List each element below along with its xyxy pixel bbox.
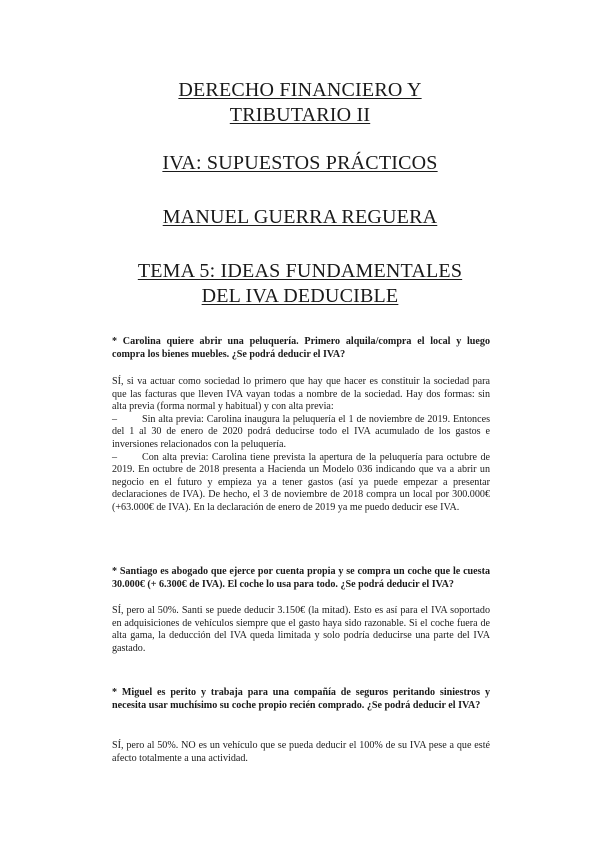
case-2-answer [112,605,490,655]
question-text: * Santiago es abogado que ejerce por cuenta propia y se compra un coche que le cuesta 30.000€ (+ 6.300€ de IVA). El coche lo usa para todo. ¿Se podrá deducir el IVA? [112,566,490,590]
course-title [0,78,600,128]
case-3-answer [112,740,490,765]
case-1-question [112,336,490,361]
course-title-line-2: TRIBUTARIO II [229,104,371,126]
answer-text: SÍ, pero al 50%. Santi se puede deducir 3.150€ (la mitad). Esto es así para el IVA soportado en adquisiciones de vehículos siempre que el gasto haya sido razonable. Si el coche fuera de alta gama, la deducción del IVA queda limitada y solo podría deducirse una parte del IVA gastado. [112,605,490,654]
question-text: * Miguel es perito y trabaja para una compañía de seguros peritando siniestros y necesita usar muchísimo su coche propio recién comprado. ¿Se podrá deducir el IVA? [112,687,490,711]
course-title-line-1: DERECHO FINANCIERO Y [178,79,422,101]
author-name: MANUEL GUERRA REGUERA [162,206,438,228]
bullet-dash: – [112,451,118,463]
case-2-question [112,566,490,591]
document-subtitle: IVA: SUPUESTOS PRÁCTICOS [162,152,438,174]
bullet-text: Sin alta previa: Carolina inaugura la peluquería el 1 de noviembre de 2019. Entonces del 1 al 30 de enero de 2020 podrá deducirse todo el IVA acumulado de los gastos e inversiones relacionados con la peluquería. [112,413,490,450]
answer-bullet [112,414,490,452]
topic-title-line-1: TEMA 5: IDEAS FUNDAMENTALES [137,260,463,282]
answer-text: SÍ, pero al 50%. NO es un vehículo que se pueda deducir el 100% de su IVA pese a que esté afecto totalmente a una actividad. [112,740,490,764]
question-text: * Carolina quiere abrir una peluquería. Primero alquila/compra el local y luego compra los bienes muebles. ¿Se podrá deducir el IVA? [112,336,490,360]
case-3-question [112,687,490,712]
topic-title [0,259,600,309]
case-1-answer [112,376,490,515]
bullet-dash: – [112,413,118,425]
topic-title-line-2: DEL IVA DEDUCIBLE [201,285,399,307]
answer-bullet [112,452,490,515]
answer-intro: SÍ, si va actuar como sociedad lo primero que hay que hacer es constituir la sociedad para que las facturas que lleven IVA vayan todas a nombre de la sociedad. Hay dos formas: sin alta previa (forma normal y habitual) y con alta previa: [112,376,490,413]
bullet-text: Con alta previa: Carolina tiene prevista la apertura de la peluquería para octubre de 2019. En octubre de 2018 presenta a Hacienda un Modelo 036 indicando que va a abrir un negocio en el futuro y empieza ya a tener gastos (así ya puede empezar a presentar declaraciones de IVA). De hecho, el 3 de noviembre de 2018 compra un local por 300.000€ (+63.000€ de IVA). En la declaración de enero de 2019 ya me puedo deducir ese IVA. [112,451,490,513]
